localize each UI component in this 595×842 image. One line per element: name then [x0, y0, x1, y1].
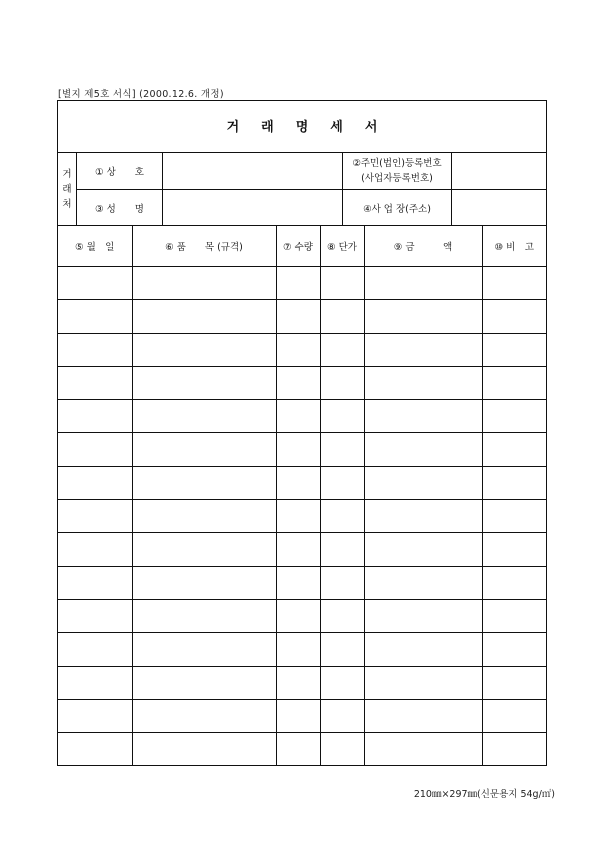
quantity-cell[interactable] — [276, 633, 320, 666]
unit-price-cell[interactable] — [320, 366, 364, 399]
unit-price-cell[interactable] — [320, 733, 364, 766]
item-cell[interactable] — [132, 366, 276, 399]
date-cell[interactable] — [58, 500, 132, 533]
table-row — [58, 433, 546, 466]
table-row — [58, 699, 546, 732]
quantity-cell[interactable] — [276, 333, 320, 366]
date-cell[interactable] — [58, 366, 132, 399]
title-char: 명 — [295, 120, 309, 135]
remarks-cell[interactable] — [482, 400, 546, 433]
item-cell[interactable] — [132, 267, 276, 300]
quantity-cell[interactable] — [276, 599, 320, 632]
item-cell[interactable] — [132, 433, 276, 466]
date-cell[interactable] — [58, 466, 132, 499]
date-cell[interactable] — [58, 733, 132, 766]
company-name-field[interactable] — [163, 153, 342, 189]
table-row — [58, 599, 546, 632]
item-cell[interactable] — [132, 566, 276, 599]
date-cell[interactable] — [58, 533, 132, 566]
amount-cell[interactable] — [364, 699, 482, 732]
amount-cell[interactable] — [364, 500, 482, 533]
quantity-cell[interactable] — [276, 733, 320, 766]
quantity-cell[interactable] — [276, 533, 320, 566]
remarks-cell[interactable] — [482, 366, 546, 399]
trading-partner-section — [58, 153, 546, 226]
amount-cell[interactable] — [364, 366, 482, 399]
date-cell[interactable] — [58, 599, 132, 632]
title-char: 래 — [261, 120, 274, 135]
table-row — [58, 333, 546, 366]
remarks-cell[interactable] — [482, 466, 546, 499]
quantity-cell[interactable] — [276, 699, 320, 732]
date-cell[interactable] — [58, 666, 132, 699]
table-row — [58, 300, 546, 333]
amount-cell[interactable] — [364, 633, 482, 666]
table-header-row — [58, 226, 546, 267]
item-cell[interactable] — [132, 500, 276, 533]
amount-cell[interactable] — [364, 599, 482, 632]
table-row — [58, 267, 546, 300]
registration-label-line: ②주민(법인)등록번호 — [352, 158, 442, 169]
quantity-cell[interactable] — [276, 300, 320, 333]
date-cell[interactable] — [58, 633, 132, 666]
form-reference: [별지 제5호 서식] (2000.12.6. 개정) — [58, 89, 224, 100]
remarks-cell[interactable] — [482, 500, 546, 533]
table-row — [58, 533, 546, 566]
item-cell[interactable] — [132, 633, 276, 666]
amount-cell[interactable] — [364, 533, 482, 566]
title-char: 서 — [364, 120, 378, 135]
date-cell[interactable] — [58, 400, 132, 433]
unit-price-cell[interactable] — [320, 433, 364, 466]
line-items-table — [58, 226, 546, 765]
person-name-field[interactable] — [163, 190, 342, 226]
side-label-char: 거 — [62, 168, 72, 180]
title-char: 세 — [330, 120, 343, 135]
unit-price-cell[interactable] — [320, 333, 364, 366]
unit-price-cell[interactable] — [320, 566, 364, 599]
registration-number-field[interactable] — [452, 153, 547, 189]
unit-price-cell[interactable] — [320, 699, 364, 732]
table-row — [58, 733, 546, 766]
amount-cell[interactable] — [364, 300, 482, 333]
registration-label-line: (사업자등록번호) — [361, 173, 433, 184]
unit-price-cell[interactable] — [320, 400, 364, 433]
title-char: 거 — [226, 120, 240, 135]
address-field[interactable] — [452, 190, 547, 226]
amount-cell[interactable] — [364, 333, 482, 366]
item-cell[interactable] — [132, 400, 276, 433]
remarks-cell[interactable] — [482, 333, 546, 366]
amount-cell[interactable] — [364, 400, 482, 433]
remarks-cell[interactable] — [482, 566, 546, 599]
trading-partner-label — [58, 153, 77, 225]
side-label-char: 래 — [62, 183, 72, 195]
quantity-cell[interactable] — [276, 566, 320, 599]
column-header-quantity: ⑦ 수량 — [276, 226, 320, 267]
item-cell[interactable] — [132, 733, 276, 766]
date-cell[interactable] — [58, 566, 132, 599]
amount-cell[interactable] — [364, 466, 482, 499]
unit-price-cell[interactable] — [320, 599, 364, 632]
item-cell[interactable] — [132, 599, 276, 632]
item-cell[interactable] — [132, 666, 276, 699]
remarks-cell[interactable] — [482, 300, 546, 333]
registration-number-label — [343, 153, 451, 189]
column-header-amount: ⑨ 금 액 — [364, 226, 482, 267]
column-header-date: ⑤ 월 일 — [58, 226, 132, 267]
company-name-label: ① 상 호 — [95, 167, 144, 178]
table-row — [58, 366, 546, 399]
quantity-cell[interactable] — [276, 400, 320, 433]
transaction-statement-form — [57, 100, 547, 766]
unit-price-cell[interactable] — [320, 633, 364, 666]
remarks-cell[interactable] — [482, 267, 546, 300]
item-cell[interactable] — [132, 300, 276, 333]
person-name-label: ③ 성 명 — [95, 204, 144, 215]
item-cell[interactable] — [132, 533, 276, 566]
quantity-cell[interactable] — [276, 267, 320, 300]
date-cell[interactable] — [58, 300, 132, 333]
remarks-cell[interactable] — [482, 533, 546, 566]
unit-price-cell[interactable] — [320, 666, 364, 699]
unit-price-cell[interactable] — [320, 466, 364, 499]
item-cell[interactable] — [132, 466, 276, 499]
unit-price-cell[interactable] — [320, 500, 364, 533]
remarks-cell[interactable] — [482, 433, 546, 466]
side-label-char: 처 — [62, 198, 72, 210]
column-header-remarks: ⑩ 비 고 — [482, 226, 546, 267]
amount-cell[interactable] — [364, 433, 482, 466]
amount-cell[interactable] — [364, 666, 482, 699]
remarks-cell[interactable] — [482, 733, 546, 766]
paper-size-note: 210㎜×297㎜(신문용지 54g/㎡) — [413, 789, 555, 800]
table-row — [58, 400, 546, 433]
table-row — [58, 666, 546, 699]
unit-price-cell[interactable] — [320, 267, 364, 300]
column-header-item: ⑥ 품 목 (규격) — [132, 226, 276, 267]
item-cell[interactable] — [132, 333, 276, 366]
quantity-cell[interactable] — [276, 500, 320, 533]
table-row — [58, 566, 546, 599]
table-row — [58, 500, 546, 533]
quantity-cell[interactable] — [276, 433, 320, 466]
address-label: ④사 업 장(주소) — [363, 204, 431, 215]
unit-price-cell[interactable] — [320, 533, 364, 566]
quantity-cell[interactable] — [276, 466, 320, 499]
quantity-cell[interactable] — [276, 366, 320, 399]
date-cell[interactable] — [58, 699, 132, 732]
amount-cell[interactable] — [364, 267, 482, 300]
remarks-cell[interactable] — [482, 633, 546, 666]
item-cell[interactable] — [132, 699, 276, 732]
date-cell[interactable] — [58, 333, 132, 366]
amount-cell[interactable] — [364, 566, 482, 599]
amount-cell[interactable] — [364, 733, 482, 766]
date-cell[interactable] — [58, 433, 132, 466]
column-header-unit-price: ⑧ 단가 — [320, 226, 364, 267]
remarks-cell[interactable] — [482, 666, 546, 699]
date-cell[interactable] — [58, 267, 132, 300]
remarks-cell[interactable] — [482, 599, 546, 632]
table-row — [58, 466, 546, 499]
table-row — [58, 633, 546, 666]
document-title — [58, 101, 546, 153]
quantity-cell[interactable] — [276, 666, 320, 699]
unit-price-cell[interactable] — [320, 300, 364, 333]
remarks-cell[interactable] — [482, 699, 546, 732]
